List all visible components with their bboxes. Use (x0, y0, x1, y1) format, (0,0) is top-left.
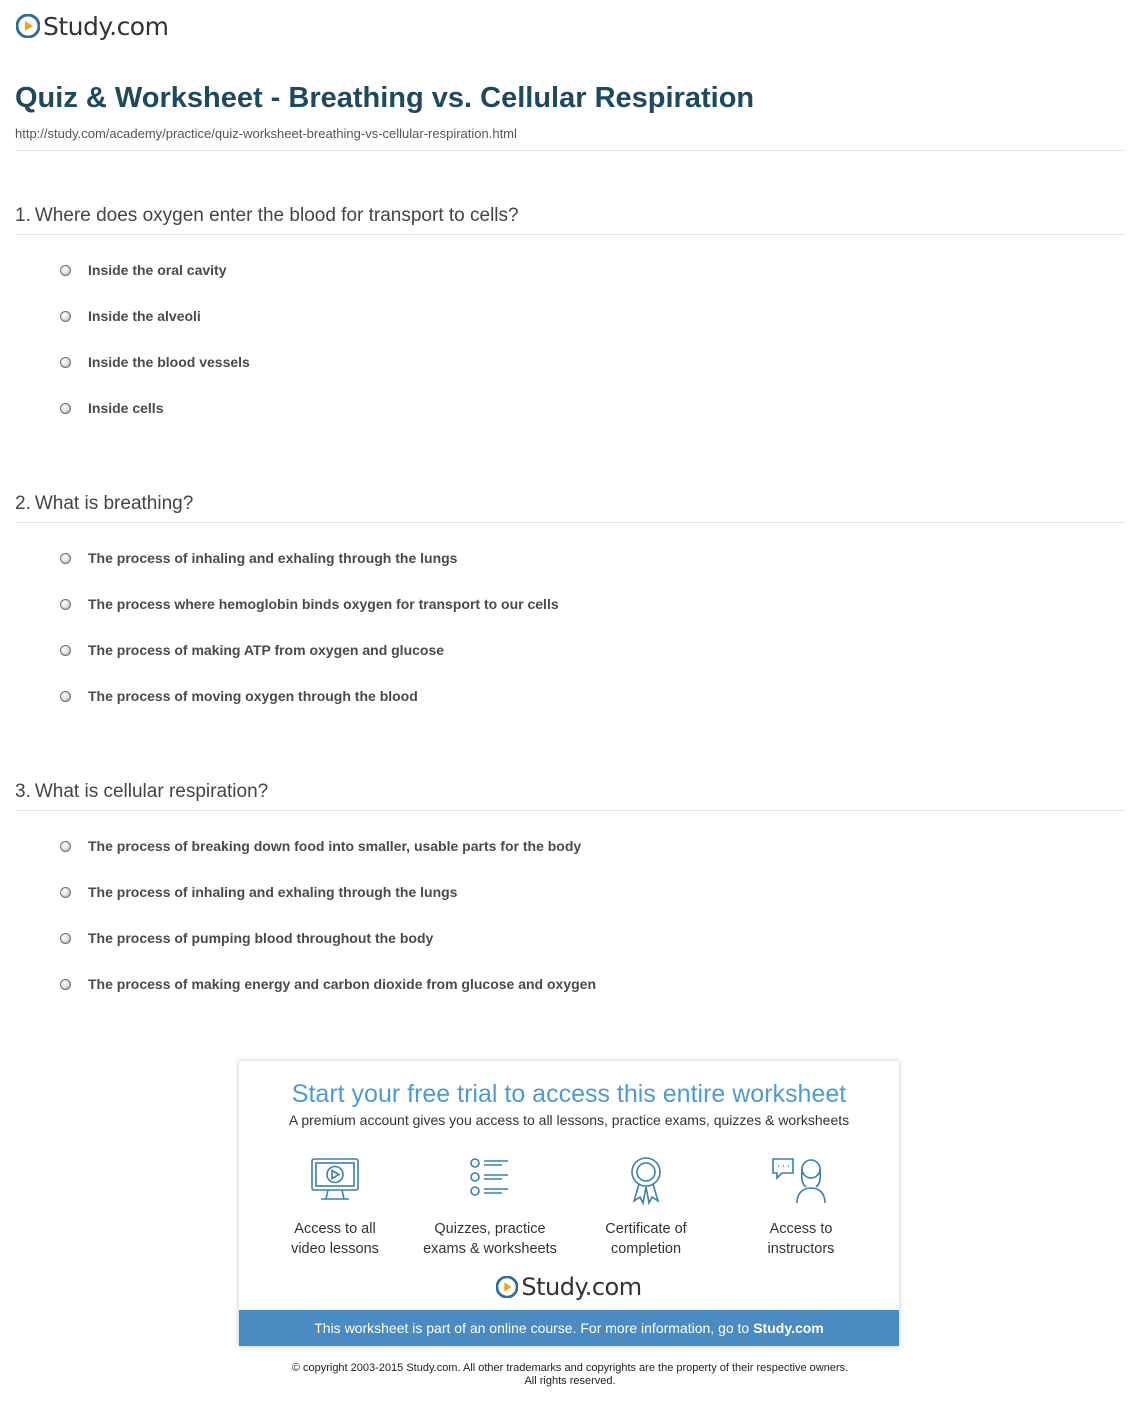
promo-logo[interactable] (239, 1273, 899, 1301)
question-3 (15, 781, 268, 803)
copyright-line: © copyright 2003-2015 Study.com. All other trademarks and copyrights are the property of their respective owners. (291, 1362, 849, 1374)
radio-button[interactable] (60, 553, 71, 564)
study-logo-icon (16, 14, 40, 38)
radio-button[interactable] (60, 887, 71, 898)
answer-label: Inside the blood vessels (88, 354, 250, 370)
answer-label: The process of making ATP from oxygen and glucose (88, 642, 445, 658)
study-com-link[interactable]: Study.com (753, 1320, 824, 1336)
question-number: 2. (15, 493, 31, 514)
question-2 (15, 493, 193, 515)
answer-label: Inside the oral cavity (88, 262, 227, 278)
certificate-ribbon-icon (618, 1155, 674, 1205)
answer-label: The process of inhaling and exhaling through the lungs (88, 550, 458, 566)
feature-instructors (726, 1155, 876, 1259)
header-divider (15, 150, 1125, 151)
answer-label: Inside cells (88, 400, 164, 416)
promo-info-bar (239, 1310, 899, 1346)
promo-logo-text: Study.com (521, 1273, 642, 1301)
radio-button[interactable] (60, 357, 71, 368)
radio-button[interactable] (60, 403, 71, 414)
answer-option[interactable] (60, 882, 457, 902)
promo-bar-text: This worksheet is part of an online course. For more information, go to (314, 1320, 750, 1336)
feature-label: Access to instructors (767, 1221, 835, 1257)
feature-quizzes (415, 1155, 565, 1259)
question-divider (15, 810, 1125, 811)
question-text: What is cellular respiration? (34, 781, 269, 802)
answer-label: The process of inhaling and exhaling through the lungs (88, 884, 458, 900)
question-text: Where does oxygen enter the blood for transport to cells? (34, 205, 519, 226)
promo-title[interactable]: Start your free trial to access this entire worksheet (291, 1080, 847, 1108)
page-url: http://study.com/academy/practice/quiz-worksheet-breathing-vs-cellular-respiration.html (15, 126, 517, 141)
answer-label: The process where hemoglobin binds oxygen for transport to our cells (88, 596, 559, 612)
feature-label: Access to all video lessons (291, 1221, 379, 1257)
answer-label: Inside the alveoli (88, 308, 201, 324)
site-logo-text: Study.com (43, 11, 169, 41)
question-divider (15, 234, 1125, 235)
promo-subtitle: A premium account gives you access to all lessons, practice exams, quizzes & worksheets (288, 1112, 850, 1128)
study-logo-icon (496, 1276, 518, 1298)
radio-button[interactable] (60, 933, 71, 944)
question-number: 3. (15, 781, 31, 802)
video-lesson-icon (307, 1155, 363, 1205)
quiz-list-icon (462, 1155, 518, 1205)
answer-option[interactable] (60, 836, 581, 856)
answer-label: The process of pumping blood throughout the body (88, 930, 434, 946)
answer-option[interactable] (60, 352, 250, 372)
answer-option[interactable] (60, 640, 444, 660)
answer-option[interactable] (60, 398, 163, 418)
radio-button[interactable] (60, 979, 71, 990)
radio-button[interactable] (60, 599, 71, 610)
feature-video-lessons (260, 1155, 410, 1259)
radio-button[interactable] (60, 265, 71, 276)
question-divider (15, 522, 1125, 523)
radio-button[interactable] (60, 645, 71, 656)
question-1 (15, 205, 519, 227)
feature-label: Quizzes, practice exams & worksheets (423, 1221, 557, 1257)
answer-label: The process of moving oxygen through the blood (88, 688, 418, 704)
answer-option[interactable] (60, 594, 559, 614)
copyright-footer (0, 1362, 1140, 1388)
answer-label: The process of breaking down food into smaller, usable parts for the body (88, 838, 582, 854)
answer-label: The process of making energy and carbon dioxide from glucose and oxygen (88, 976, 596, 992)
question-text: What is breathing? (34, 493, 194, 514)
feature-certificate (571, 1155, 721, 1259)
question-number: 1. (15, 205, 31, 226)
free-trial-promo (239, 1061, 899, 1346)
instructor-chat-icon (770, 1155, 832, 1205)
radio-button[interactable] (60, 691, 71, 702)
answer-option[interactable] (60, 686, 418, 706)
answer-option[interactable] (60, 548, 457, 568)
answer-option[interactable] (60, 928, 433, 948)
answer-option[interactable] (60, 306, 201, 326)
site-logo[interactable] (16, 10, 168, 42)
answer-option[interactable] (60, 260, 227, 280)
feature-label: Certificate of completion (605, 1221, 687, 1257)
radio-button[interactable] (60, 841, 71, 852)
answer-option[interactable] (60, 974, 596, 994)
rights-line: All rights reserved. (524, 1375, 616, 1387)
page-title: Quiz & Worksheet - Breathing vs. Cellular Respiration (15, 82, 755, 114)
radio-button[interactable] (60, 311, 71, 322)
